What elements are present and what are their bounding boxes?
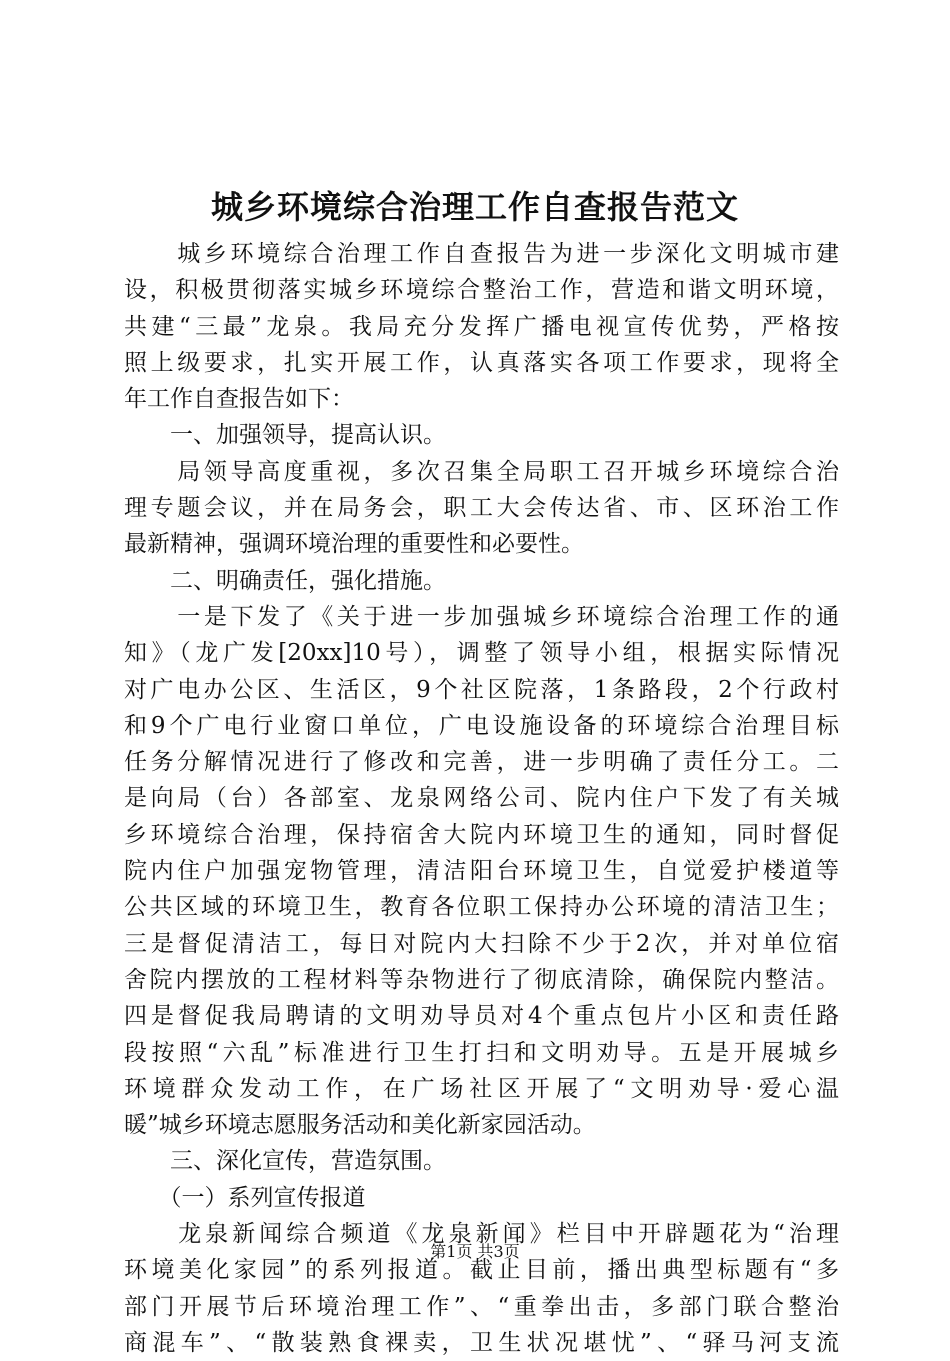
section-heading: 二、明确责任，强化措施。 <box>124 567 446 594</box>
body-line: 环境群众发动工作，在广场社区开展了“文明劝导·爱心温 <box>124 1075 839 1102</box>
body-line: 知》（龙广发[20xx]10号），调整了领导小组，根据实际情况 <box>124 640 839 667</box>
section-heading: 一、加强领导，提高认识。 <box>124 422 446 449</box>
body-line: 照上级要求，扎实开展工作，认真落实各项工作要求，现将全 <box>124 349 839 376</box>
body-line: 段按照“六乱”标准进行卫生打扫和文明劝导。五是开展城乡 <box>124 1039 839 1066</box>
body-line: 暖”城乡环境志愿服务活动和美化新家园活动。 <box>124 1112 596 1139</box>
body-line: 一是下发了《关于进一步加强城乡环境综合治理工作的通 <box>124 603 839 630</box>
body-line: 环境美化家园”的系列报道。截止目前，播出典型标题有“多 <box>124 1257 839 1284</box>
body-line: 龙泉新闻综合频道《龙泉新闻》栏目中开辟题花为“治理 <box>124 1221 839 1248</box>
body-line: 是向局（台）各部室、龙泉网络公司、院内住户下发了有关城 <box>124 785 839 812</box>
body-line: 对广电办公区、生活区，9个社区院落，1条路段，2个行政村 <box>124 676 839 703</box>
body-line: 商混车”、“散装熟食裸卖，卫生状况堪忧”、“驿马河支流 <box>124 1329 839 1356</box>
document-body <box>124 236 839 1361</box>
body-line: 年工作自查报告如下： <box>124 386 354 413</box>
body-line: 乡环境综合治理，保持宿舍大院内环境卫生的通知，同时督促 <box>124 821 839 848</box>
body-line: 最新精神，强调环境治理的重要性和必要性。 <box>124 531 584 558</box>
subsection-heading: （一）系列宣传报道 <box>124 1184 366 1211</box>
document-title: 城乡环境综合治理工作自查报告范文 <box>210 188 739 226</box>
body-line: 局领导高度重视，多次召集全局职工召开城乡环境综合治 <box>124 458 839 485</box>
section-heading: 三、深化宣传，营造氛围。 <box>124 1148 446 1175</box>
body-line: 任务分解情况进行了修改和完善，进一步明确了责任分工。二 <box>124 749 839 776</box>
body-line: 四是督促我局聘请的文明劝导员对4个重点包片小区和责任路 <box>124 1003 839 1030</box>
page-footer: 第1页 共3页 <box>430 1242 520 1261</box>
body-line: 共建“三最”龙泉。我局充分发挥广播电视宣传优势，严格按 <box>124 313 839 340</box>
body-line: 舍院内摆放的工程材料等杂物进行了彻底清除，确保院内整洁。 <box>124 966 839 993</box>
body-line: 理专题会议，并在局务会，职工大会传达省、市、区环治工作 <box>124 495 839 522</box>
body-line: 和9个广电行业窗口单位，广电设施设备的环境综合治理目标 <box>124 712 839 739</box>
body-line: 设，积极贯彻落实城乡环境综合整治工作，营造和谐文明环境， <box>124 277 839 304</box>
body-line: 部门开展节后环境治理工作”、“重拳出击，多部门联合整治 <box>124 1293 839 1320</box>
body-line: 三是督促清洁工，每日对院内大扫除不少于2次，并对单位宿 <box>124 930 839 957</box>
body-line: 公共区域的环境卫生，教育各位职工保持办公环境的清洁卫生； <box>124 894 839 921</box>
body-line: 院内住户加强宠物管理，清洁阳台环境卫生，自觉爱护楼道等 <box>124 858 839 885</box>
body-line: 城乡环境综合治理工作自查报告为进一步深化文明城市建 <box>124 241 839 267</box>
